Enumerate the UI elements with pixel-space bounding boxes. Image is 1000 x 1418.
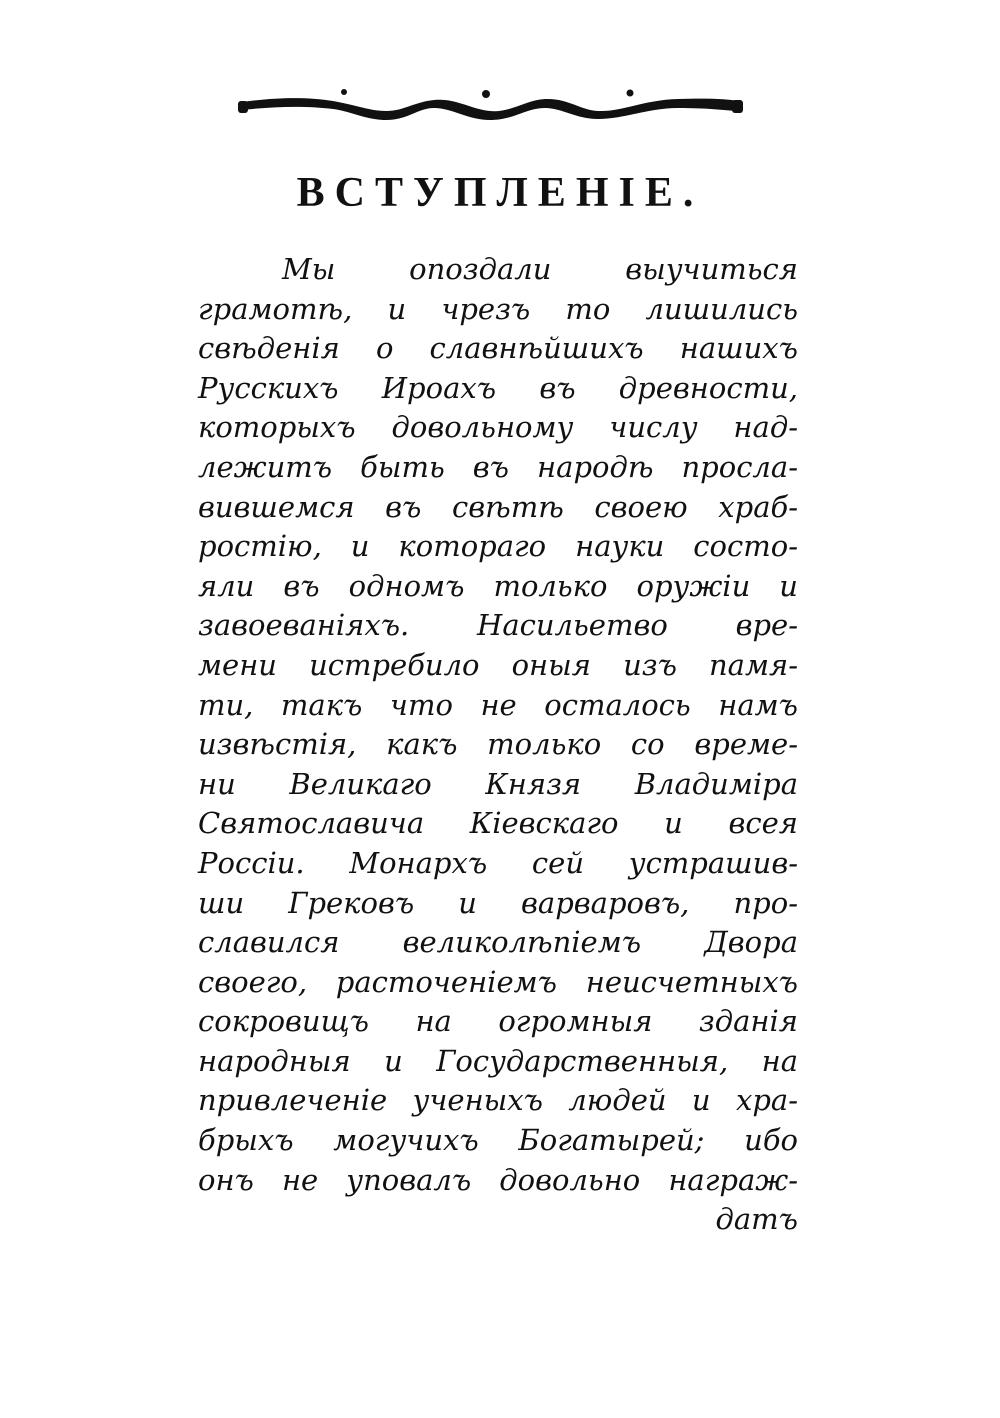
text-line: брыхъ могучихъ Богатырей; ибо (198, 1123, 798, 1158)
text-line: сокровищъ на огромныя зданія (198, 1004, 798, 1039)
text-line: ши Грековъ и варваровъ, про- (198, 885, 798, 920)
text-line: грамотѣ, и чрезъ то лишились (198, 291, 798, 326)
text-line: Святославича Кіевскаго и всея (198, 806, 798, 841)
text-line: своего, расточеніемъ неисчетныхъ (198, 964, 798, 999)
text-line: яли въ одномъ только оружіи и (198, 568, 798, 603)
text-line: извѣстія, какъ только со време- (198, 727, 798, 762)
text-line: Русскихъ Ироахъ въ древности, (198, 370, 798, 405)
text-line: ни Великаго Князя Владиміра (198, 766, 798, 801)
text-line: вившемся въ свѣтѣ своею храб- (198, 489, 798, 524)
text-line: ростію, и котораго науки состо- (198, 529, 798, 564)
text-line: привлеченіе ученыхъ людей и хра- (198, 1083, 798, 1118)
text-line: свѣденія о славнѣйшихъ нашихъ (198, 331, 798, 366)
catchword: датъ (715, 1202, 798, 1237)
text-line: славился великолѣпіемъ Двора (198, 925, 798, 960)
headpiece-ornament (238, 84, 743, 126)
text-line: народныя и Государственныя, на (198, 1043, 798, 1078)
text-line: завоеваніяхъ. Насильетво вре- (198, 608, 798, 643)
body-text (198, 250, 798, 1240)
chapter-title: ВСТУПЛЕНІЕ. (296, 170, 704, 216)
text-line: которыхъ довольному числу над- (198, 410, 798, 445)
text-line: онъ не уповалъ довольно награж- (198, 1162, 798, 1197)
text-line: Россіи. Монархъ сей устрашив- (198, 845, 798, 880)
text-line: Мы опоздали выучиться (282, 252, 798, 286)
text-line: ти, такъ что не осталось намъ (198, 687, 798, 722)
text-line: мени истребило оныя изъ памя- (198, 647, 798, 682)
text-line: лежитъ быть въ народѣ просла- (198, 449, 798, 484)
